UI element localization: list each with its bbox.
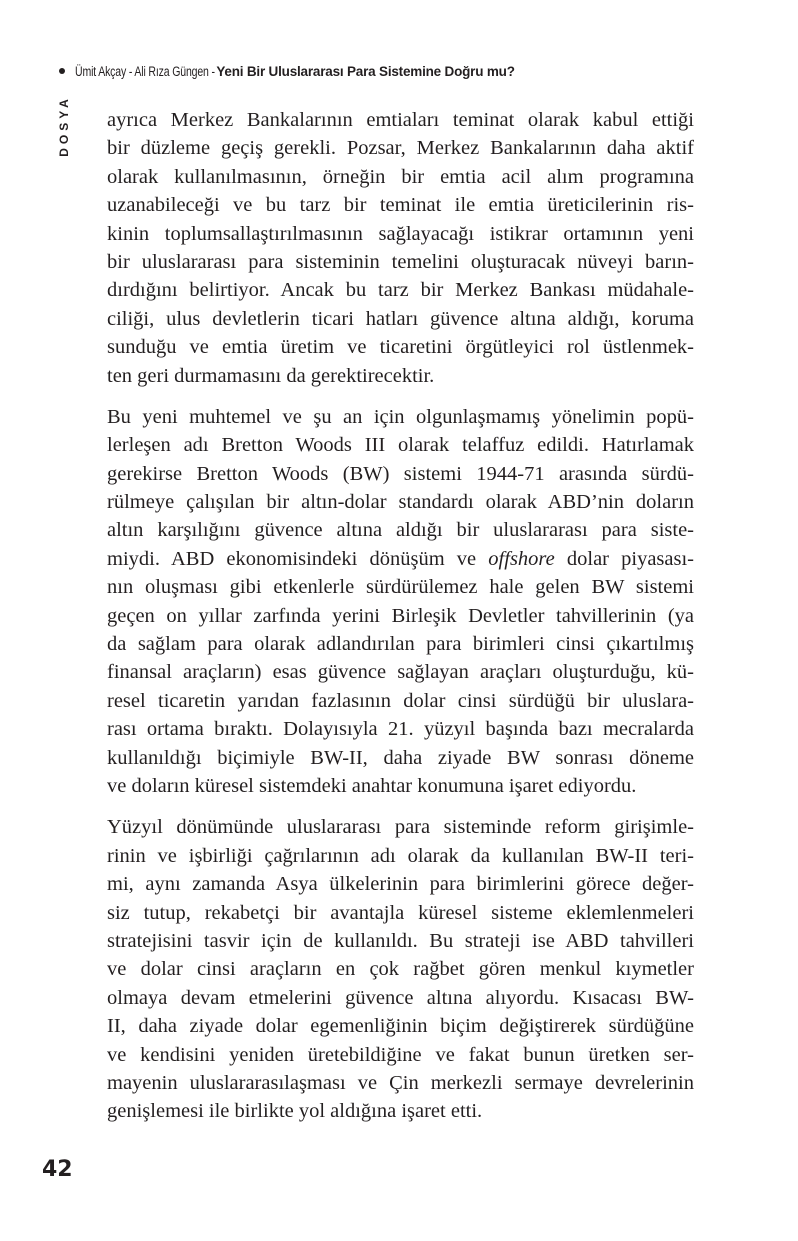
header-title: Yeni Bir Uluslararası Para Sistemine Doğru mu? [216, 64, 515, 79]
text-fragment: dolar piyasası- [554, 547, 695, 570]
paragraph-2 [107, 403, 694, 800]
text-line: stratejisini tasvir için de kullanıldı. Bu strateji ise ABD tahvilleri [107, 929, 694, 952]
text-line: da sağlam para olarak adlandırılan para birimleri cinsi çıkartılmış [107, 633, 694, 656]
text-line: bir düzleme geçiş gerekli. Pozsar, Merkez Bankalarının daha aktif [107, 137, 694, 160]
text-line: bir uluslararası para sisteminin temelini oluşturacak nüveyi barın- [107, 250, 694, 273]
text-line: ayrıca Merkez Bankalarının emtiaları teminat olarak kabul ettiği [107, 109, 694, 131]
text-line: ve kendisini yeniden üretebildiğine ve fakat bunun üretken ser- [107, 1043, 694, 1066]
text-line: kinin toplumsallaştırılmasının sağlayacağı istikrar ortamının yeni [107, 222, 694, 245]
text-line: mayenin uluslararasılaşması ve Çin merkezli sermaye devrelerinin [107, 1071, 694, 1094]
text-line: siz tutup, rekabetçi bir avantajla küresel sisteme eklemlenmeleri [107, 901, 694, 924]
text-line: ciliği, ulus devletlerin ticari hatları güvence altına aldığı, koruma [107, 307, 694, 330]
text-line: II, daha ziyade dolar egemenliğinin biçim değiştirerek sürdüğüne [107, 1015, 694, 1038]
text-line: rası ortama bıraktı. Dolayısıyla 21. yüzyıl başında bazı mecralarda [107, 718, 694, 741]
bullet-icon [59, 68, 65, 74]
page-number: 42 [42, 1157, 73, 1182]
text-line: resel ticaretin yarıdan fazlasının dolar cinsi sürdüğü bir uluslara- [107, 689, 694, 712]
text-line: olarak kullanılmasının, örneğin bir emtia acil alım programına [107, 165, 694, 188]
header-authors: Ümit Akçay - Ali Rıza Güngen - [75, 64, 215, 79]
text-line: sunduğu ve emtia üretim ve ticaretini örgütleyici rol üstlenmek- [107, 336, 694, 359]
text-line: ve dolar cinsi araçların en çok rağbet gören menkul kıymetler [107, 958, 694, 981]
text-line: uzanabileceği ve bu tarz bir teminat ile emtia üreticilerinin ris- [107, 194, 694, 217]
body-text [107, 106, 694, 1139]
text-line [107, 545, 694, 573]
text-line: ve doların küresel sistemdeki anahtar konumuna işaret ediyordu. [107, 774, 637, 797]
text-line: lerleşen adı Bretton Woods III olarak telaffuz edildi. Hatırlamak [107, 434, 694, 457]
text-line: nın oluşması gibi etkenlerle sürdürülemez hale gelen BW sistemi [107, 576, 694, 599]
section-label [55, 95, 73, 157]
text-line: gerekirse Bretton Woods (BW) sistemi 1944-71 arasında sürdü- [107, 462, 694, 485]
text-line: Yüzyıl dönümünde uluslararası para sisteminde reform girişimle- [107, 816, 694, 839]
section-label-text: DOSYA [57, 95, 71, 157]
text-line: kullanıldığı biçimiyle BW-II, daha ziyade BW sonrası döneme [107, 746, 694, 769]
paragraph-3 [107, 813, 694, 1125]
text-line: ten geri durmamasını da gerektirecektir. [107, 364, 435, 387]
text-line: finansal araçların) esas güvence sağlayan araçları oluşturduğu, kü- [107, 661, 694, 684]
text-line: olmaya devam etmelerini güvence altına alıyordu. Kısacası BW- [107, 986, 694, 1009]
text-line: mi, aynı zamanda Asya ülkelerinin para birimlerini görece değer- [107, 873, 694, 896]
text-line: altın karşılığını güvence altına aldığı bir uluslararası para siste- [107, 519, 694, 542]
text-line: genişlemesi ile birlikte yol aldığına işaret etti. [107, 1100, 483, 1123]
running-header [59, 64, 515, 79]
text-fragment: miydi. ABD ekonomisindeki dönüşüm ve [107, 547, 489, 570]
text-line: geçen on yıllar zarfında yerini Birleşik Devletler tahvillerinin (ya [107, 604, 694, 627]
italic-term: offshore [488, 547, 555, 570]
text-line: dırdığını belirtiyor. Ancak bu tarz bir Merkez Bankası müdahale- [107, 279, 694, 302]
text-line: rinin ve işbirliği çağrılarının adı olarak da kullanılan BW-II teri- [107, 844, 694, 867]
text-line: rülmeye çalışılan bir altın-dolar standardı olarak ABD’nin doların [107, 491, 694, 514]
text-line: Bu yeni muhtemel ve şu an için olgunlaşmamış yönelimin popü- [107, 405, 694, 428]
paragraph-1 [107, 106, 694, 390]
